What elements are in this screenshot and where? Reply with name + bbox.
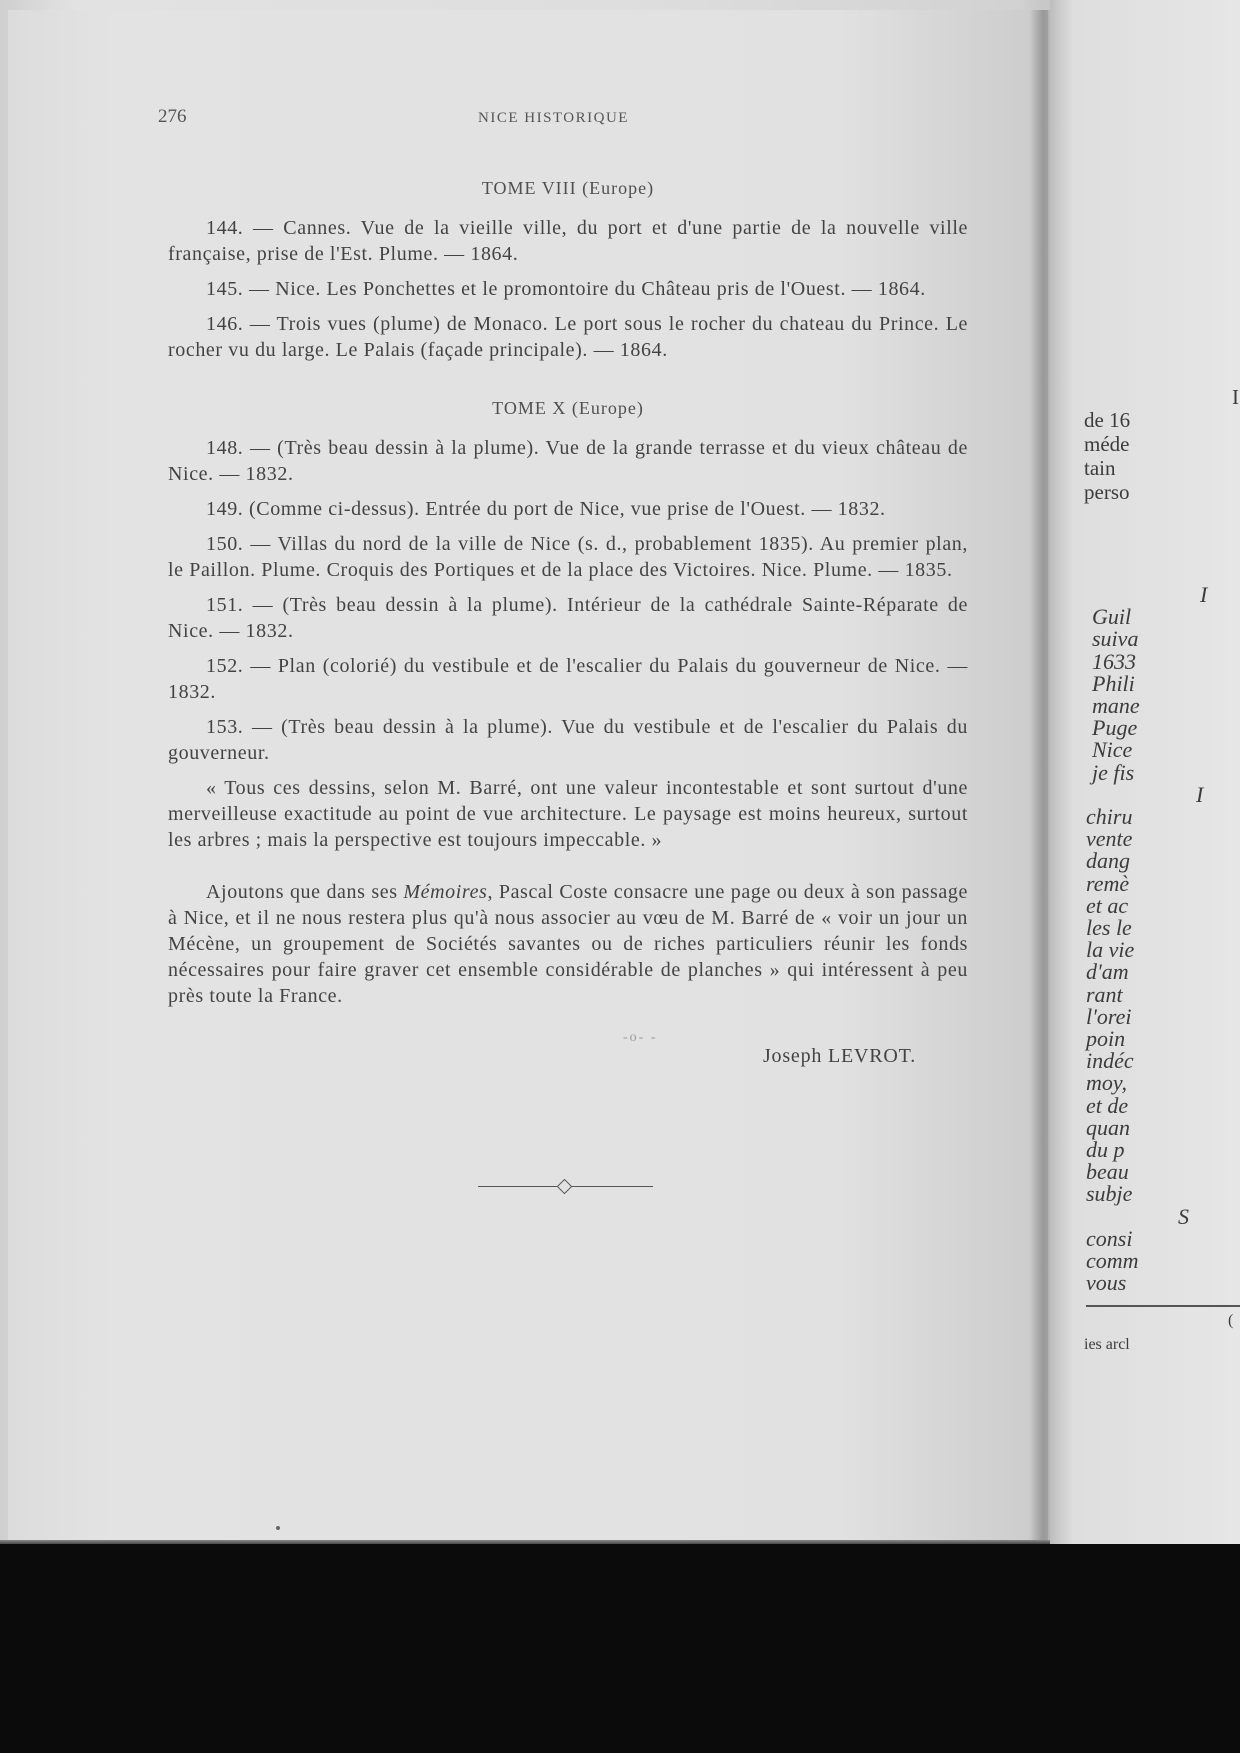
closing-text-before: Ajoutons que dans ses	[206, 881, 404, 903]
running-title: NICE HISTORIQUE	[478, 110, 629, 126]
facing-page-italic-line: d'am	[1086, 959, 1129, 985]
ornament-line-left	[478, 1186, 558, 1187]
memoires-title: Mémoires	[403, 881, 488, 903]
facing-page-line: méde	[1084, 432, 1130, 456]
facing-page-italic-line: Guil	[1092, 604, 1132, 630]
catalog-entry: 153. — (Très beau dessin à la plume). Vue du vestibule et de l'escalier du Palais du gouverneur.	[168, 716, 968, 764]
facing-page-italic-line: S	[1178, 1203, 1189, 1229]
facing-page-italic-line: rant	[1086, 981, 1123, 1007]
end-ornament	[478, 1178, 653, 1194]
facing-page-italic-line: Puge	[1092, 715, 1138, 741]
facing-page-line: I	[1232, 385, 1239, 409]
facing-page	[1050, 0, 1240, 1548]
facing-page-italic-line: poin	[1086, 1026, 1126, 1051]
closing-text-after: , Pascal Coste consacre une page ou deux à son passage à Nice, et il ne nous restera plus qu'à nous associer au vœu de M. Barré de « voir un jour un Mécène, un groupement de Sociétés savantes ou de riches particuliers réunir les fonds nécessaires pour faire graver cet ensemble considérable de planches » qui intéressent à peu près toute la France.	[168, 881, 968, 1007]
ornament-diamond	[557, 1179, 573, 1195]
facing-page-italic-line: vente	[1086, 826, 1133, 852]
facing-page-italic-line: mane	[1092, 693, 1140, 718]
facing-page-italic-line: comm	[1086, 1248, 1139, 1273]
facing-page-line: perso	[1084, 480, 1130, 504]
facing-page-italic-line: beau	[1086, 1159, 1129, 1185]
closing-paragraph	[168, 879, 968, 1009]
facing-page-italic-line: I	[1196, 781, 1204, 807]
section-title: TOME X (Europe)	[492, 398, 644, 418]
catalog-entry: 145. — Nice. Les Ponchettes et le promontoire du Château pris de l'Ouest. — 1864.	[206, 278, 926, 300]
print-speck	[276, 1526, 280, 1530]
catalog-entry: 149. (Comme ci-dessus). Entrée du port de Nice, vue prise de l'Ouest. — 1832.	[206, 498, 886, 520]
gutter-shadow	[1030, 10, 1052, 1545]
facing-page-italic-line: I	[1200, 582, 1208, 607]
facing-page-italic-line: je fis	[1092, 759, 1135, 785]
facing-page-italic-line: l'orei	[1086, 1003, 1132, 1029]
section-tome-x	[168, 395, 968, 766]
facing-page-italic-line: du p	[1086, 1137, 1125, 1162]
facing-page-footnote: (	[1228, 1312, 1234, 1329]
facing-page-italic-line: vous	[1086, 1270, 1127, 1296]
facing-page-italic-line: remè	[1086, 870, 1130, 896]
facing-page-line: de 16	[1084, 408, 1131, 432]
facing-page-line: tain	[1084, 456, 1116, 480]
facing-page-italic-line: Phili	[1092, 670, 1135, 696]
facing-page-italic-line: quan	[1086, 1114, 1130, 1140]
facing-page-italic-line: moy,	[1086, 1070, 1127, 1096]
catalog-entry: 148. — (Très beau dessin à la plume). Vue de la grande terrasse et du vieux château de Nice. — 1832.	[168, 437, 968, 485]
facing-page-italic-line: et de	[1086, 1092, 1129, 1118]
facing-page-italic-line: chiru	[1086, 804, 1133, 829]
small-ornament: -o- -	[623, 1030, 658, 1045]
catalog-entry: 152. — Plan (colorié) du vestibule et de l'escalier du Palais du gouverneur de Nice. — 1832.	[168, 655, 968, 703]
facing-page-italic-line: subje	[1086, 1181, 1133, 1207]
section-tome-viii	[168, 175, 968, 363]
author-signature	[168, 1043, 968, 1069]
catalog-entry: 144. — Cannes. Vue de la vieille ville, du port et d'une partie de la nouvelle ville française, prise de l'Est. Plume. — 1864.	[168, 217, 968, 265]
section-title: TOME VIII (Europe)	[481, 178, 655, 198]
facing-page-italic-line: consi	[1086, 1225, 1133, 1251]
page-body	[168, 175, 968, 1069]
facing-page-italic-line: la vie	[1086, 937, 1135, 963]
facing-page-italic-line: indéc	[1086, 1048, 1134, 1074]
scan-dark-border	[0, 1544, 1240, 1753]
facing-page-italic-line: dang	[1086, 848, 1130, 874]
facing-page-footnote: ies arcl	[1084, 1336, 1130, 1353]
facing-page-italic-line: Nice	[1092, 737, 1133, 763]
facing-page-italic-line: suiva	[1092, 626, 1139, 652]
catalog-entry: 146. — Trois vues (plume) de Monaco. Le port sous le rocher du chateau du Prince. Le rocher vu du large. Le Palais (façade principale). — 1864.	[168, 313, 968, 361]
author-last-name: LEVROT.	[828, 1045, 916, 1067]
facing-page-italic-line: 1633	[1092, 648, 1136, 674]
facing-footnote-rule	[1086, 1305, 1240, 1307]
author-first-name: Joseph	[762, 1045, 823, 1067]
page-number: 276	[158, 106, 187, 127]
catalog-entry: 150. — Villas du nord de la ville de Nice (s. d., probablement 1835). Au premier plan, le Paillon. Plume. Croquis des Portiques et de la place des Victoires. Nice. Plume. — 1835.	[168, 533, 968, 581]
catalog-entry: 151. — (Très beau dessin à la plume). Intérieur de la cathédrale Sainte-Réparate de Nice. — 1832.	[168, 594, 968, 642]
ornament-line-right	[571, 1186, 653, 1187]
left-page	[8, 10, 1048, 1545]
facing-page-italic-line: les le	[1086, 915, 1132, 940]
facing-page-italic-line: et ac	[1086, 892, 1129, 918]
quote-paragraph: « Tous ces dessins, selon M. Barré, ont une valeur incontestable et sont surtout d'une merveilleuse exactitude au point de vue architecture. Le paysage est moins heureux, surtout les arbres ; mais la perspective est toujours impeccable. »	[168, 777, 968, 851]
